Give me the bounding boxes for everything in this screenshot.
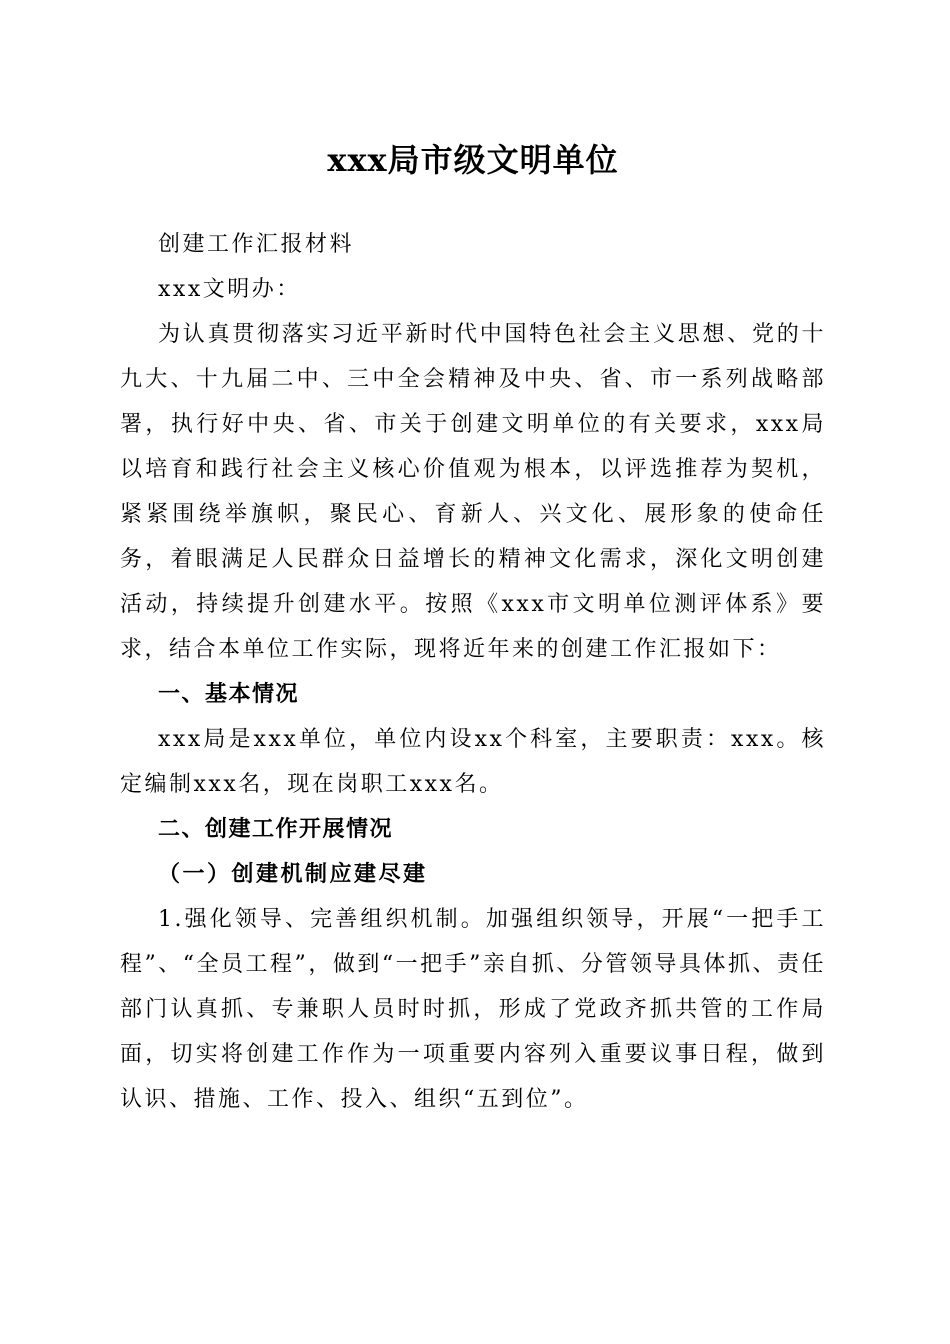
document-title: xxx局市级文明单位 (327, 141, 619, 179)
section-basic-info-heading: 一、基本情况 (158, 682, 300, 707)
section-work-heading: 二、创建工作开展情况 (158, 817, 394, 842)
addressee: xxx文明办： (158, 277, 301, 302)
section-basic-info-body: xxx局是xxx单位，单位内设xx个科室，主要职责：xxx。核定编制xxx名，现在岗职工xxx名。 (120, 727, 826, 797)
intro-paragraph: 为认真贯彻落实习近平新时代中国特色社会主义思想、党的十九大、十九届二中、三中全会精神及中央、省、市一系列战略部署，执行好中央、省、市关于创建文明单位的有关要求，xxx局以培育和践行社会主义核心价值观为根本，以评选推荐为契机，紧紧围绕举旗帜，聚民心、育新人、兴文化、展形象的使命任务，着眼满足人民群众日益增长的精神文化需求，深化文明创建活动，持续提升创建水平。按照《xxx市文明单位测评体系》要求，结合本单位工作实际，现将近年来的创建工作汇报如下： (120, 322, 826, 662)
subsection-mechanism-heading: （一）创建机制应建尽建 (158, 861, 428, 887)
item-leadership-paragraph: 1.强化领导、完善组织机制。加强组织领导，开展“一把手工程”、“全员工程”，做到“一把手”亲自抓、分管领导具体抓、责任部门认真抓、专兼职人员时时抓，形成了党政齐抓共管的工作局面，切实将创建工作作为一项重要内容列入重要议事日程，做到认识、措施、工作、投入、组织“五到位”。 (120, 907, 826, 1112)
document-page (120, 132, 826, 1122)
document-subtitle: 创建工作汇报材料 (158, 232, 355, 257)
